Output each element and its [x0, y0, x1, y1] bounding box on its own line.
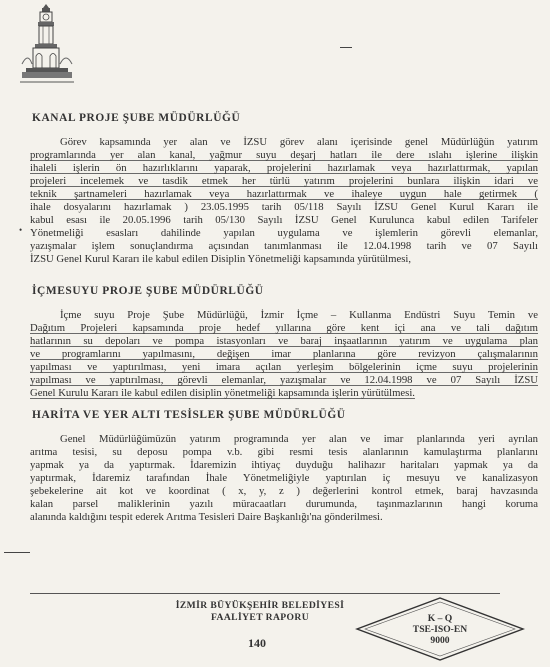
section-kanal-proje	[30, 112, 538, 266]
text-line: kabul esası ile 20.05.1996 tarih 05/130 Sayılı İZSU Genel Kurulunca kabul edilen Tarifeler	[30, 214, 538, 226]
text-line: şebekelerine ait kot ve koordinat ( x, y, z ) değerlerini kontrol etmek, baraj havzasında	[30, 485, 538, 497]
page-number: 140	[248, 636, 266, 650]
scan-mark	[340, 47, 352, 48]
clock-tower-logo-icon	[20, 4, 74, 88]
text-line: Genel Kurulu Kararı ile kabul edilen disiplin yönetmeliği kapsamında işlerin yürütülmesi.	[30, 387, 415, 399]
text-line: yaptırmak, İdaremiz tarafından İhale Yönetmeliğiyle yaptırılan iç mesuyu ve kanalizasyon	[30, 472, 538, 484]
text-line: İZSU Genel Kurul Kararı ile kabul edilen Disiplin Yönetmeliği kapsamında yürütülmesi,	[30, 253, 412, 265]
text-line: İçme suyu Proje Şube Müdürlüğü, İzmir İçme – Kullanma Endüstri Suyu Temin ve	[60, 309, 538, 321]
footer-organization	[150, 600, 370, 624]
section-heading: İÇMESUYU PROJE ŞUBE MÜDÜRLÜĞÜ	[32, 285, 264, 297]
text-line: programlarında yer alan kanal, yağmur suyu deşarj hatları ile dere ıslahı işlerine ilişkin	[30, 149, 538, 161]
stamp-line: TSE-ISO-EN	[412, 624, 468, 635]
bullet-mark: •	[19, 225, 23, 235]
section-body	[30, 309, 538, 400]
text-line: alanında kaldığını tespit ederek Arıtma Tesisleri Daire Başkanlığı'na gönderilmesi.	[30, 511, 383, 523]
text-line: hatlarının su depoları ve pompa istasyonları ve baraj inşaatlarının yatırım ve uygulama plan	[30, 335, 538, 347]
section-body	[30, 433, 538, 524]
section-heading: HARİTA VE YER ALTI TESİSLER ŞUBE MÜDÜRLÜĞÜ	[32, 409, 346, 421]
text-line: ihale dosyalarını hazırlamak ) 23.05.1995 tarih 05/118 Sayılı İZSU Genel Kurul Kararı ile	[30, 201, 538, 213]
stamp-line: K – Q	[427, 613, 453, 624]
text-line: Genel Müdürlüğümüzün yatırım programında yer alan ve imar planlarında yeri ayrılan	[60, 433, 538, 445]
section-heading: KANAL PROJE ŞUBE MÜDÜRLÜĞÜ	[32, 112, 241, 124]
text-line: kalan parsel maliklerinin yazılı müracaatları durumunda, taşınmazlarının hangi koruma	[30, 498, 538, 510]
text-line: yazışmalar işlem sonuçlandırma açısından tanımlanması ile 12.04.1998 tarih ve 07 Sayılı	[30, 240, 538, 252]
text-line: yapmak ya da yaptırmak. İdaremizin ihtiyaç duyduğu halihazır haritaları yapmak ya da	[30, 459, 538, 471]
text-line: teknik şartnameleri hazırlamak veya hazırlattırmak ve ihaleye uygun hale getirmek (	[30, 188, 538, 200]
scan-mark	[4, 552, 30, 553]
quality-stamp-text	[405, 613, 475, 646]
text-line: arıtma tesisi, su deposu pompa v.b. gibi resmi tesis alanlarının kamulaştırma planlarını	[30, 446, 538, 458]
text-line: Görev kapsamında yer alan ve İZSU görev alanı içerisinde genel Müdürlüğün yatırım	[60, 136, 538, 148]
section-icmesuyu-proje	[30, 285, 538, 400]
text-line: ihaleli işlerin ön hazırlıklarını yaparak, projelerini hazırlamak veya hazırlattırmak, yapılan	[30, 162, 538, 174]
section-harita-yer-alti	[30, 409, 538, 524]
text-line: Yönetmeliği esasları dahilinde yapılan uygulama ve işlemlerin görevli elemanlar,	[30, 227, 538, 239]
text-line: yapılması ve yaptırılması, yeni imara açılan yerleşim bölgelerinin içme suyu projelerinin	[30, 361, 538, 373]
section-body	[30, 136, 538, 266]
stamp-line: 9000	[430, 635, 450, 646]
text-line: ve programlarını yapılmasını, değişen imar planlarına göre revizyon çalışmalarının	[30, 348, 538, 360]
footer-report-title: FAALİYET RAPORU	[210, 612, 310, 623]
text-line: projeleri incelemek ve tasdik etmek her türlü yatırım projelerini bunlara ilişkin idari ve	[30, 175, 538, 187]
text-line: Dağıtım Projeleri kapsamında proje hedef yıllarına göre kent içi ana ve tali dağıtım	[30, 322, 538, 334]
footer-rule	[30, 593, 500, 594]
text-line: yapılması ve yaptırılması, görevli elemanlar, yazışmalar ve 12.04.1998 ve 07 Sayılı İZSU	[30, 374, 538, 386]
footer-org-name: İZMİR BÜYÜKŞEHİR BELEDİYESİ	[175, 600, 345, 611]
